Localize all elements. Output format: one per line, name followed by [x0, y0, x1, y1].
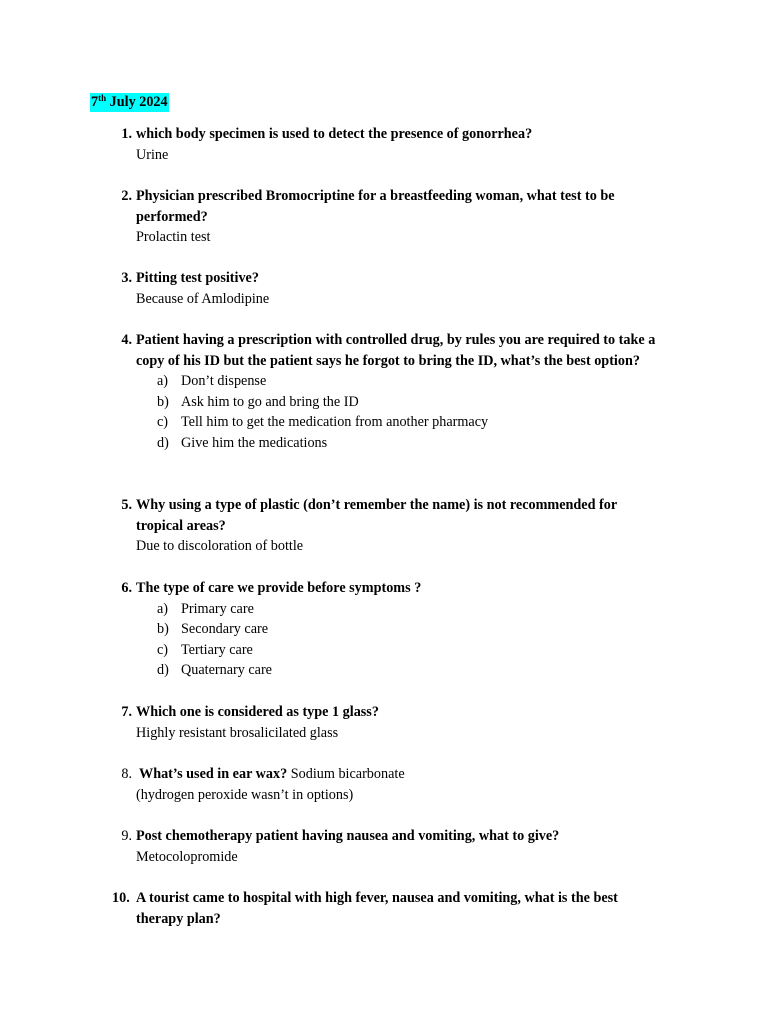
option-text: Don’t dispense — [181, 373, 267, 390]
question-number: 9. — [121, 828, 132, 844]
option-letter: d) — [157, 434, 169, 451]
question-text: Which one is considered as type 1 glass? — [136, 704, 379, 720]
option-item — [157, 371, 686, 392]
answer-text: Highly resistant brosalicilated glass — [136, 724, 339, 741]
option-letter: c) — [157, 641, 169, 658]
question-text: Physician prescribed Bromocriptine for a breastfeeding woman, what test to be performed? — [136, 188, 615, 225]
question-text: A tourist came to hospital with high fever, nausea and vomiting, what is the best therapy plan? — [136, 890, 618, 927]
question-text: Post chemotherapy patient having nausea and vomiting, what to give? — [136, 828, 560, 844]
date-day: 7 — [91, 94, 99, 110]
question-4 — [112, 330, 682, 454]
question-text: The type of care we provide before symptoms ? — [136, 580, 422, 596]
question-number: 7. — [121, 704, 132, 720]
question-1 — [112, 124, 682, 165]
option-letter: a) — [157, 373, 169, 390]
question-text: Why using a type of plastic (don’t remember the name) is not recommended for tropical areas? — [136, 497, 617, 534]
question-7 — [112, 702, 682, 743]
option-list — [157, 599, 682, 681]
answer-text: Metocolopromide — [136, 848, 238, 865]
question-number: 3. — [121, 270, 132, 286]
question-text: Patient having a prescription with controlled drug, by rules you are required to take a copy of his ID but the patient says he forgot to bring the ID, what’s the best option? — [136, 332, 656, 369]
answer-text: Due to discoloration of bottle — [136, 538, 304, 555]
answer-text: Prolactin test — [136, 229, 211, 246]
date-rest: July 2024 — [106, 94, 168, 110]
option-item — [157, 660, 682, 681]
date-suffix: th — [98, 93, 107, 103]
option-text: Primary care — [181, 600, 254, 617]
question-10 — [112, 888, 682, 929]
option-letter: a) — [157, 600, 169, 617]
question-2 — [112, 186, 682, 248]
option-letter: c) — [157, 414, 169, 431]
answer-text: Because of Amlodipine — [136, 290, 270, 307]
question-3 — [112, 268, 682, 309]
question-8 — [112, 764, 682, 805]
option-item — [157, 433, 686, 454]
question-number: 5. — [121, 497, 132, 513]
option-letter: b) — [157, 621, 169, 638]
option-text: Quaternary care — [181, 662, 272, 679]
option-item — [157, 599, 682, 620]
option-text: Tertiary care — [181, 641, 253, 658]
question-number: 6. — [121, 580, 132, 596]
inline-answer-text: Sodium bicarbonate — [287, 766, 405, 782]
date-heading — [90, 93, 169, 112]
option-list — [157, 371, 686, 453]
question-text: What’s used in ear wax? — [139, 766, 288, 782]
question-number: 10. — [112, 890, 130, 906]
option-item — [157, 619, 682, 640]
option-item — [157, 392, 686, 413]
question-9 — [112, 826, 682, 867]
option-item — [157, 412, 686, 433]
option-item — [157, 640, 682, 661]
question-text: Pitting test positive? — [136, 270, 259, 286]
answer-text: Urine — [136, 146, 169, 163]
option-text: Give him the medications — [181, 434, 328, 451]
question-number: 2. — [121, 188, 132, 204]
option-text: Ask him to go and bring the ID — [181, 393, 359, 410]
option-letter: b) — [157, 393, 169, 410]
question-number: 8. — [121, 766, 132, 782]
option-letter: d) — [157, 662, 169, 679]
question-number: 1. — [121, 126, 132, 142]
option-text: Tell him to get the medication from another pharmacy — [181, 414, 489, 431]
question-number: 4. — [121, 332, 132, 348]
option-text: Secondary care — [181, 621, 269, 638]
answer-note: (hydrogen peroxide wasn’t in options) — [136, 786, 354, 803]
question-text: which body specimen is used to detect the presence of gonorrhea? — [136, 126, 533, 142]
question-6 — [112, 578, 682, 681]
question-5 — [112, 495, 682, 557]
